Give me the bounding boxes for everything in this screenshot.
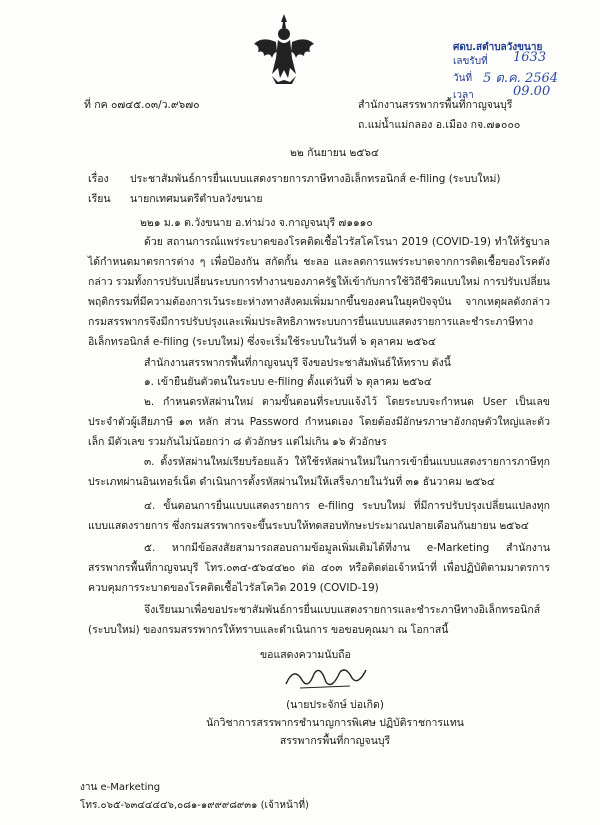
list-item-4: ๔. ขั้นตอนการยื่นแบบแสดงรายการ e-filing ระบบใหม่ ที่มีการปรับปรุงเปลี่ยนแปลงทุกแบบแสดงรายการ ซึ่งกรมสรรพากรจะขึ้นระบบให้ทดสอบทักษะประมาณปลายเดือนกันยายน ๒๕๖๔ — [88, 500, 550, 532]
signer-position: นักวิชาการสรรพากรชำนาญการพิเศษ ปฏิบัติราชการแทน — [206, 717, 464, 729]
footer-phone: โทร.๐๖๕-๖๓๔๔๔๔๖,๐๘๑-๑๙๙๙๘๙๓๑ (เจ้าหน้าที่) — [80, 800, 309, 811]
body-paragraph-3: จึงเรียนมาเพื่อขอประชาสัมพันธ์การยื่นแบบแสดงรายการและชำระภาษีทางอิเล็กทรอนิกส์ (ระบบใหม่) ของกรมสรรพากรให้ทราบและดำเนินการ ขอขอบคุณมา ณ โอกาสนี้ — [88, 604, 541, 636]
list-item-3: ๓. ตั้งรหัสผ่านใหม่เรียบร้อยแล้ว ให้ใช้รหัสผ่านใหม่ในการเข้ายื่นแบบแสดงรายการภาษีทุกประเภทผ่านอินเทอร์เน็ต ดำเนินการตั้งรหัสผ่านใหม่ให้เสร็จภายในวันที่ ๓๑ ธันวาคม ๒๕๖๔ — [88, 456, 550, 488]
recipient-name: นายกเทศมนตรีตำบลวังขนาย — [130, 193, 263, 205]
closing-phrase: ขอแสดงความนับถือ — [260, 649, 351, 661]
reference-number: ที่ กค ๐๗๔๕.๐๓/ว.๙๖๗๐ — [84, 99, 200, 111]
subject-label: เรื่อง — [88, 173, 109, 185]
list-item-2: ๒. กำหนดรหัสผ่านใหม่ ตามขั้นตอนที่ระบบแจ้งไว้ โดยระบบจะกำหนด User เป็นเลขประจำตัวผู้เสียภาษี ๑๓ หลัก ส่วน Password กำหนดเอง โดยต้องมีอักษรภาษาอังกฤษตัวใหญ่และตัวเล็ก มีตัวเลข รวมกันไม่น้อยกว่า ๘ ตัวอักษร แต่ไม่เกิน ๑๖ ตัวอักษร — [88, 396, 550, 448]
stamp-recv-no: 1633 — [513, 50, 547, 65]
stamp-time-label: เวลา — [453, 90, 474, 101]
subject-text: ประชาสัมพันธ์การยื่นแบบแสดงรายการภาษีทางอิเล็กทรอนิกส์ e-filing (ระบบใหม่) — [130, 173, 501, 185]
office-name: สำนักงานสรรพากรพื้นที่กาญจนบุรี — [358, 99, 513, 111]
list-item-1: ๑. เข้ายืนยันตัวตนในระบบ e-filing ตั้งแต่วันที่ ๖ ตุลาคม ๒๕๖๔ — [144, 376, 432, 388]
garuda-emblem-icon — [252, 12, 316, 86]
body-paragraph-1: ด้วย สถานการณ์แพร่ระบาดของโรคติดเชื้อไวรัสโคโรนา 2019 (COVID-19) ทำให้รัฐบาลได้กำหนดมาตรการต่าง ๆ เพื่อป้องกัน สกัดกั้น ชะลอ และลดการแพร่ระบาดจากการติดเชื้อของโรคดังกล่าว รวมทั้งการปรับเปลี่ยนระบบการทำงานของภาครัฐให้เข้ากับการใช้วิถีชีวิตแบบใหม่ การปรับเปลี่ยนพฤติกรรมที่มีความต้องการเว้นระยะห่างทางสังคมเพิ่มมากขึ้นของคนในยุคปัจจุบัน จากเหตุผลดังกล่าวกรมสรรพากรจึงมีการปรับปรุงและเพิ่มประสิทธิภาพระบบการยื่นแบบแสดงรายการและชำระภาษีทางอิเล็กทรอนิกส์ e-filing (ระบบใหม่) ซึ่งจะเริ่มใช้ระบบในวันที่ ๖ ตุลาคม ๒๕๖๔ — [88, 236, 550, 348]
stamp-recv-label: เลขรับที่ — [453, 56, 488, 67]
recipient-label: เรียน — [88, 193, 111, 205]
letter-date: ๒๒ กันยายน ๒๕๖๔ — [290, 147, 379, 159]
stamp-agency: ศดบ.สตำบลวังขนาย — [453, 42, 543, 53]
stamp-date-label: วันที่ — [453, 73, 473, 84]
office-address: ถ.แม่น้ำแม่กลอง อ.เมือง กจ.๗๑๐๐๐ — [358, 119, 521, 131]
signer-name: (นายประจักษ์ บ่อเกิด) — [286, 699, 384, 711]
stamp-date-value: 5 ต.ค. 2564 — [483, 71, 559, 86]
footer-unit: งาน e-Marketing — [80, 782, 161, 793]
stamp-time-value: 09.00 — [513, 84, 551, 99]
signature-mark-icon — [280, 660, 370, 694]
signer-office: สรรพากรพื้นที่กาญจนบุรี — [279, 735, 391, 747]
body-paragraph-2-intro: สำนักงานสรรพากรพื้นที่กาญจนบุรี จึงขอประชาสัมพันธ์ให้ทราบ ดังนี้ — [144, 357, 451, 369]
recipient-address: ๒๒๑ ม.๑ ต.วังขนาย อ.ท่าม่วง จ.กาญจนบุรี ๗๑๑๑๐ — [140, 217, 373, 229]
list-item-5: ๕. หากมีข้อสงสัยสามารถสอบถามข้อมูลเพิ่มเติมได้ที่งาน e-Marketing สำนักงานสรรพากรพื้นที่กาญจนบุรี โทร.๐๓๔-๕๖๔๔๒๐ ต่อ ๔๐๓ หรือติดต่อเจ้าหน้าที่ เพื่อปฏิบัติตามมาตรการควบคุมการระบาดของโรคติดเชื้อไวรัสโควิด 2019 (COVID-19) — [88, 542, 550, 594]
